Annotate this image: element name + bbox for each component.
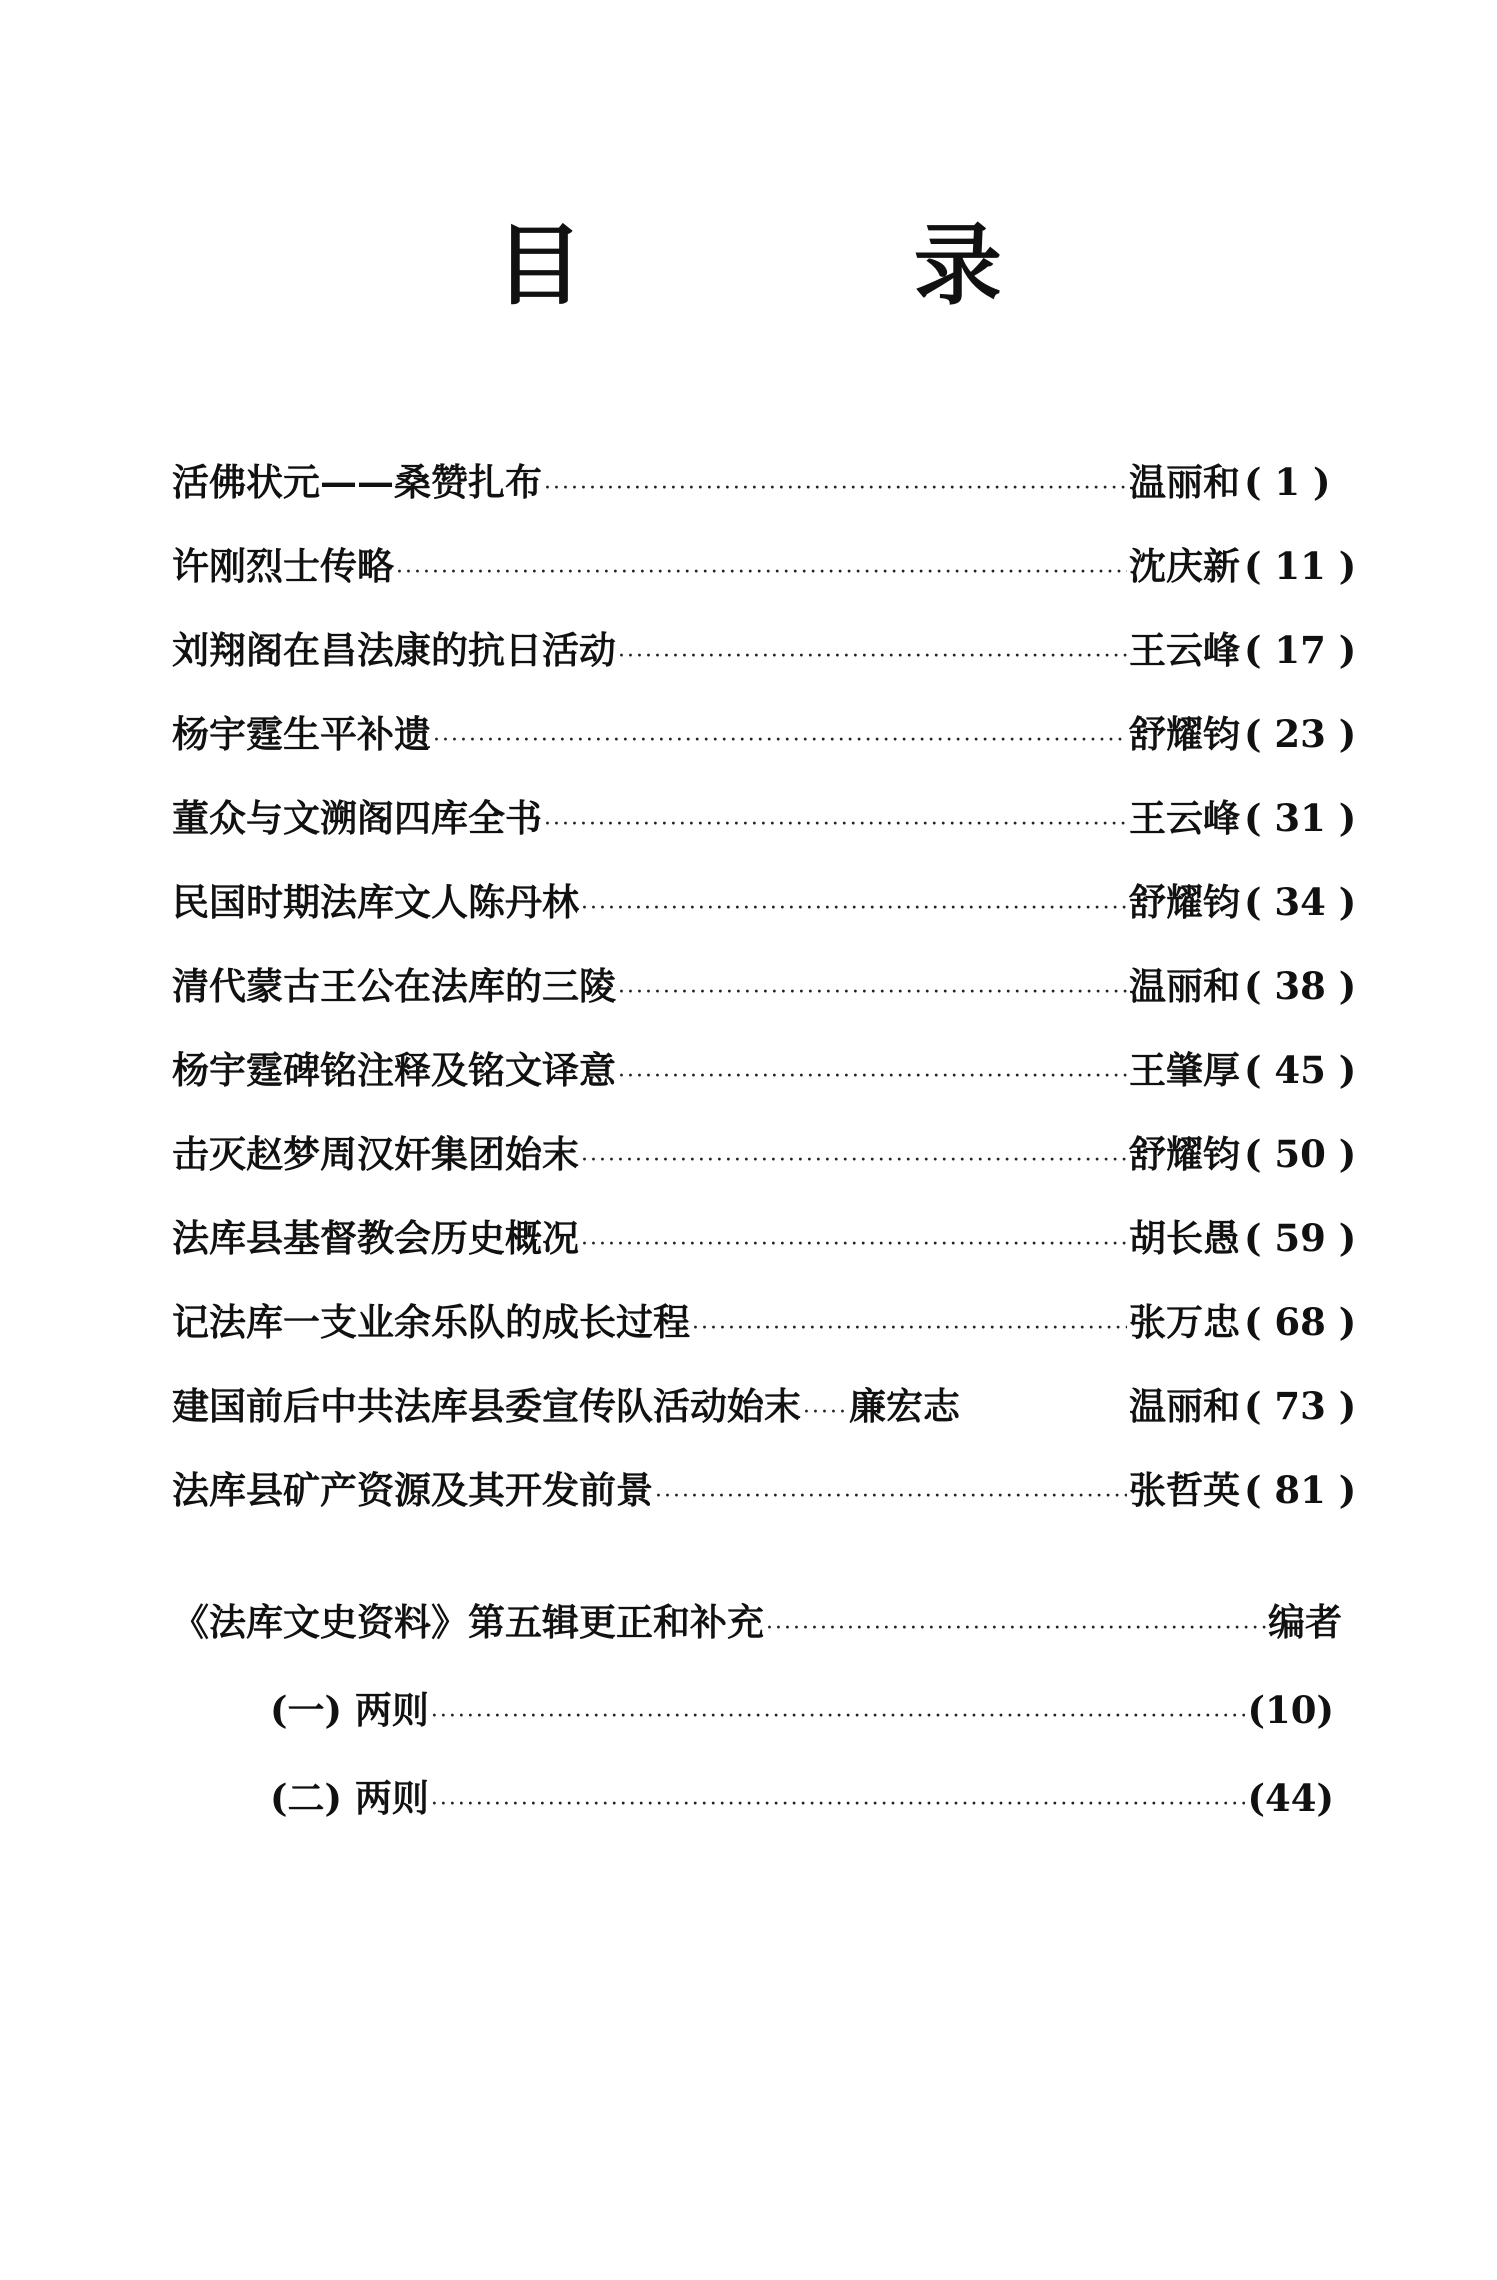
toc-entry (172, 1364, 1357, 1448)
toc-entry-author: 温丽和 (1129, 964, 1240, 1008)
leader-dots (766, 1585, 1266, 1673)
toc-entry-page: ( 17 ) (1244, 628, 1357, 672)
toc-entry (172, 1112, 1357, 1196)
leader-dots (544, 447, 1127, 531)
supplement-item (172, 1666, 1342, 1754)
supplement-item-title: (一) 两则 (270, 1688, 429, 1732)
toc-entry-author: 张哲英 (1129, 1468, 1240, 1512)
page-title: 目 录 (495, 213, 1152, 317)
toc-entry-author: 张万忠 (1129, 1300, 1240, 1344)
toc-entry (172, 692, 1357, 776)
leader-dots (618, 615, 1127, 699)
toc-entry-title: 杨宇霆碑铭注释及铭文译意 (172, 1048, 616, 1092)
toc-entry-page: ( 1 ) (1244, 460, 1331, 504)
toc-entry-author: 舒耀钧 (1129, 1132, 1240, 1176)
toc-entry-title: 董众与文溯阁四库全书 (172, 796, 542, 840)
leader-dots (803, 1371, 847, 1455)
toc-entry-title: 许刚烈士传略 (172, 544, 394, 588)
toc-entry (172, 1448, 1357, 1532)
toc-entry-title: 清代蒙古王公在法库的三陵 (172, 964, 616, 1008)
toc-entry-page: ( 23 ) (1244, 712, 1357, 756)
toc-entry-author: 沈庆新 (1129, 544, 1240, 588)
supplement-item (172, 1754, 1342, 1842)
toc-entry-title: 民国时期法库文人陈丹林 (172, 880, 579, 924)
supplement-heading (172, 1578, 1342, 1666)
toc-entry-author: 温丽和 (1129, 1384, 1240, 1428)
toc-entry (172, 524, 1357, 608)
toc-entry-author: 王云峰 (1129, 796, 1240, 840)
toc-entry-author: 温丽和 (1129, 460, 1240, 504)
toc-entry (172, 1196, 1357, 1280)
toc-entry-page: ( 81 ) (1244, 1468, 1357, 1512)
toc-entry-title: 法库县矿产资源及其开发前景 (172, 1468, 653, 1512)
toc-entry (172, 860, 1357, 944)
toc-entry-coauthor: 廉宏志 (849, 1384, 960, 1428)
toc-entry-page: ( 38 ) (1244, 964, 1357, 1008)
toc-entry-page: ( 73 ) (1244, 1384, 1357, 1428)
toc-entry (172, 440, 1342, 524)
toc-entry-title: 刘翔阁在昌法康的抗日活动 (172, 628, 616, 672)
leader-dots (618, 951, 1127, 1035)
toc-entry-page: ( 31 ) (1244, 796, 1357, 840)
toc-entry (172, 776, 1357, 860)
leader-dots (618, 1035, 1127, 1119)
toc-entry-page: ( 59 ) (1244, 1216, 1357, 1260)
leader-dots (655, 1455, 1127, 1539)
supplement-item-page: (10) (1247, 1688, 1334, 1732)
toc-entry-title: 建国前后中共法库县委宣传队活动始末 (172, 1384, 801, 1428)
supplement-author: 编者 (1268, 1600, 1342, 1644)
toc-entry (172, 1280, 1357, 1364)
toc-entry (172, 608, 1357, 692)
supplement-item-page: (44) (1247, 1776, 1334, 1820)
toc-entry-title: 杨宇霆生平补遗 (172, 712, 431, 756)
toc-entry-title: 法库县基督教会历史概况 (172, 1216, 579, 1260)
leader-dots (396, 531, 1127, 615)
toc-entry (172, 944, 1357, 1028)
toc-entry-title: 击灭赵梦周汉奸集团始末 (172, 1132, 579, 1176)
leader-dots (431, 1673, 1246, 1761)
toc-entry-author: 舒耀钧 (1129, 880, 1240, 924)
leader-dots (431, 1761, 1246, 1849)
toc-entry-title: 记法库一支业余乐队的成长过程 (172, 1300, 690, 1344)
supplement-item-title: (二) 两则 (270, 1776, 429, 1820)
toc-entry-title: 活佛状元——桑赞扎布 (172, 460, 542, 504)
toc-entry-page: ( 50 ) (1244, 1132, 1357, 1176)
toc-entry-page: ( 68 ) (1244, 1300, 1357, 1344)
leader-dots (581, 1119, 1127, 1203)
toc-list (172, 440, 1357, 1532)
toc-entry-page: ( 34 ) (1244, 880, 1357, 924)
toc-entry-author: 王肇厚 (1129, 1048, 1240, 1092)
toc-entry-author: 王云峰 (1129, 628, 1240, 672)
toc-entry (172, 1028, 1357, 1112)
leader-dots (581, 867, 1127, 951)
leader-dots (544, 783, 1127, 867)
supplement-title: 《法库文史资料》第五辑更正和补充 (172, 1600, 764, 1644)
supplement-section (172, 1578, 1342, 1842)
toc-entry-page: ( 45 ) (1244, 1048, 1357, 1092)
leader-dots (581, 1203, 1127, 1287)
leader-dots (692, 1287, 1127, 1371)
toc-entry-page: ( 11 ) (1244, 544, 1357, 588)
toc-entry-author: 胡长愚 (1129, 1216, 1240, 1260)
toc-entry-author: 舒耀钧 (1129, 712, 1240, 756)
leader-dots (433, 699, 1127, 783)
